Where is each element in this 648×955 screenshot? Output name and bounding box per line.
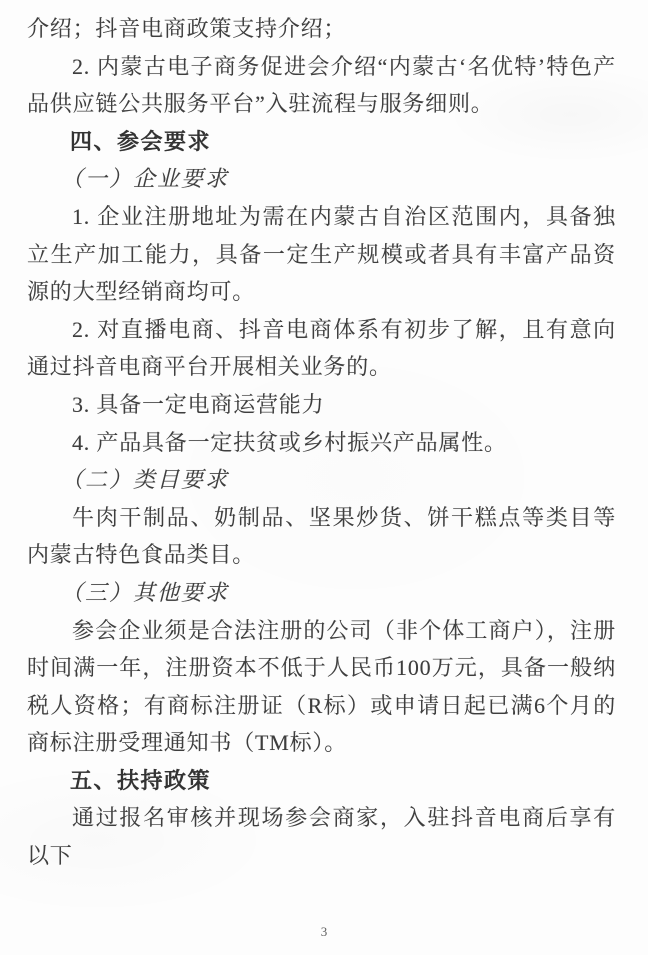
subsection-heading-3: （三）其他要求	[61, 579, 230, 605]
subsection-heading-1: （一）企业要求	[61, 166, 230, 192]
paragraph-policy-intro: 通过报名审核并现场参会商家，入驻抖音电商后享有以下	[27, 805, 616, 869]
section-heading-5: 五、扶持政策	[70, 767, 212, 793]
paragraph-item-2-agenda: 2. 内蒙古电子商务促进会介绍“内蒙古‘名优特’特色产品供应链公共服务平台”入驻流程与服务细则。	[27, 53, 616, 117]
page-number: 3	[320, 924, 328, 939]
paragraph-category: 牛肉干制品、奶制品、坚果炒货、饼干糕点等类目等内蒙古特色食品类目。	[27, 504, 616, 568]
paragraph-requirement-1: 1. 企业注册地址为需在内蒙古自治区范围内，具备独立生产加工能力，具备一定生产规模或者具有丰富产品资源的大型经销商均可。	[27, 203, 616, 305]
paragraph-continuation: 介绍；抖音电商政策支持介绍；	[27, 16, 347, 41]
section-heading-4: 四、参会要求	[70, 128, 212, 154]
paragraph-requirement-3: 3. 具备一定电商运营能力	[72, 391, 325, 417]
paragraph-requirement-2: 2. 对直播电商、抖音电商体系有初步了解，且有意向通过抖音电商平台开展相关业务的。	[27, 316, 616, 380]
document-content	[27, 10, 616, 875]
paragraph-requirement-4: 4. 产品具备一定扶贫或乡村振兴产品属性。	[72, 429, 507, 455]
paragraph-other-requirement: 参会企业须是合法注册的公司（非个体工商户），注册时间满一年，注册资本不低于人民币100万元，具备一般纳税人资格；有商标注册证（R标）或申请日起已满6个月的商标注册受理通知书（TM标）。	[27, 617, 616, 756]
subsection-heading-2: （二）类目要求	[61, 467, 230, 493]
